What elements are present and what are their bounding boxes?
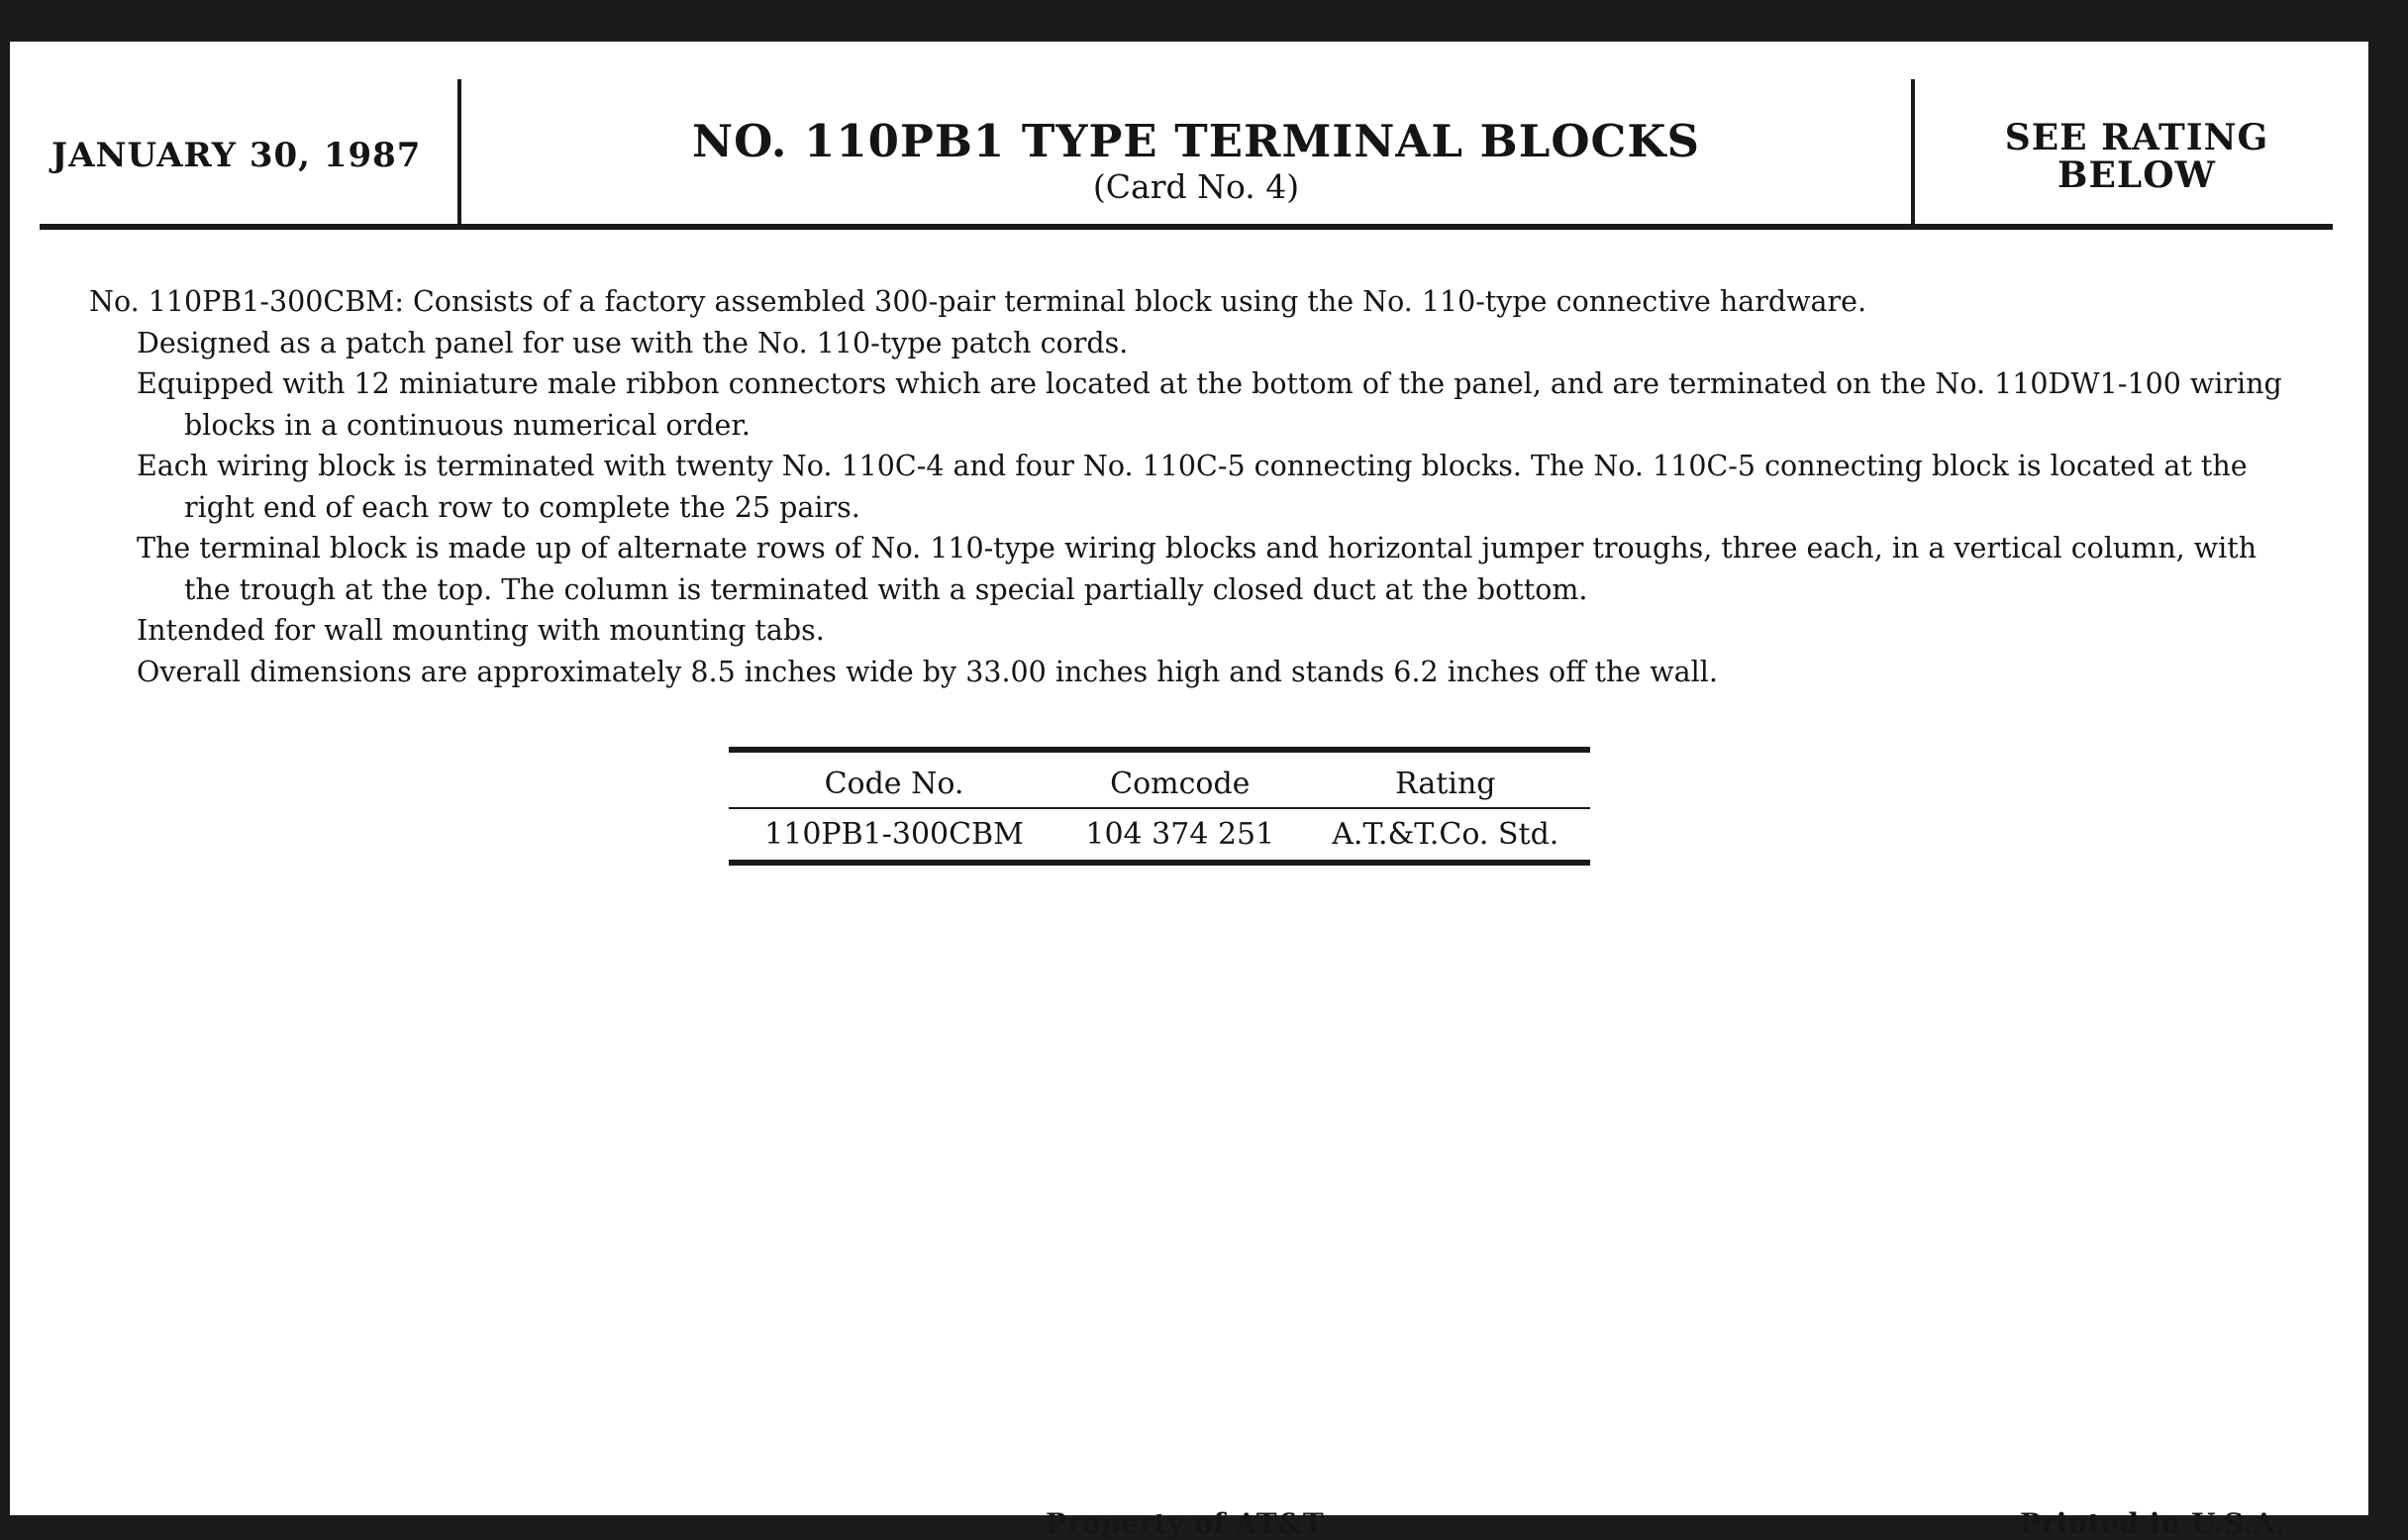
table-row	[729, 808, 1590, 863]
cell-code: 110PB1-300CBM	[764, 817, 1024, 852]
rating-line-1: SEE RATING	[2004, 117, 2269, 158]
paragraph: Designed as a patch panel for use with the No. 110-type patch cords.	[137, 326, 1129, 359]
spec-table	[729, 747, 1590, 866]
header-rating	[1939, 119, 2335, 194]
header-rule	[40, 224, 2333, 230]
paragraph: Intended for wall mounting with mounting tabs.	[137, 614, 825, 647]
rating-line-2: BELOW	[2057, 154, 2216, 196]
table-header-row	[729, 750, 1590, 808]
card-number: (Card No. 4)	[1092, 167, 1300, 206]
column-header-rating: Rating	[1301, 750, 1590, 808]
paragraph: Each wiring block is terminated with twenty No. 110C-4 and four No. 110C-5 connecting blocks. The No. 110C-5 connecting block is located at the right end of each row to complete the 25 pairs.	[137, 450, 2248, 524]
paragraph: The terminal block is made up of alternate rows of No. 110-type wiring blocks and horizontal jumper troughs, three each, in a vertical column, with the trough at the top. The column is terminated with a special partially closed duct at the bottom.	[137, 532, 2258, 606]
cell-rating: A.T.&T.Co. Std.	[1332, 817, 1559, 852]
lead-paragraph: No. 110PB1-300CBM: Consists of a factory assembled 300-pair terminal block using the No. 110-type connective hardware.	[89, 285, 1867, 318]
header-title-block	[473, 115, 1919, 206]
footer-property: Property of AT&T	[1046, 1507, 1325, 1540]
paragraph: Overall dimensions are approximately 8.5 inches wide by 33.00 inches high and stands 6.2 inches off the wall.	[137, 655, 1718, 688]
column-header-code: Code No.	[729, 750, 1059, 808]
paragraph: Equipped with 12 miniature male ribbon connectors which are located at the bottom of the panel, and are terminated on the No. 110DW1-100 wiring blocks in a continuous numerical order.	[137, 367, 2282, 442]
description	[89, 281, 2297, 692]
catalog-card	[10, 42, 2368, 1540]
cell-comcode: 104 374 251	[1085, 817, 1275, 852]
footer-printed: Printed in U.S.A.	[2020, 1507, 2286, 1540]
page-title: NO. 110PB1 TYPE TERMINAL BLOCKS	[692, 115, 1700, 167]
header-date: JANUARY 30, 1987	[51, 136, 422, 175]
column-header-comcode: Comcode	[1059, 750, 1301, 808]
